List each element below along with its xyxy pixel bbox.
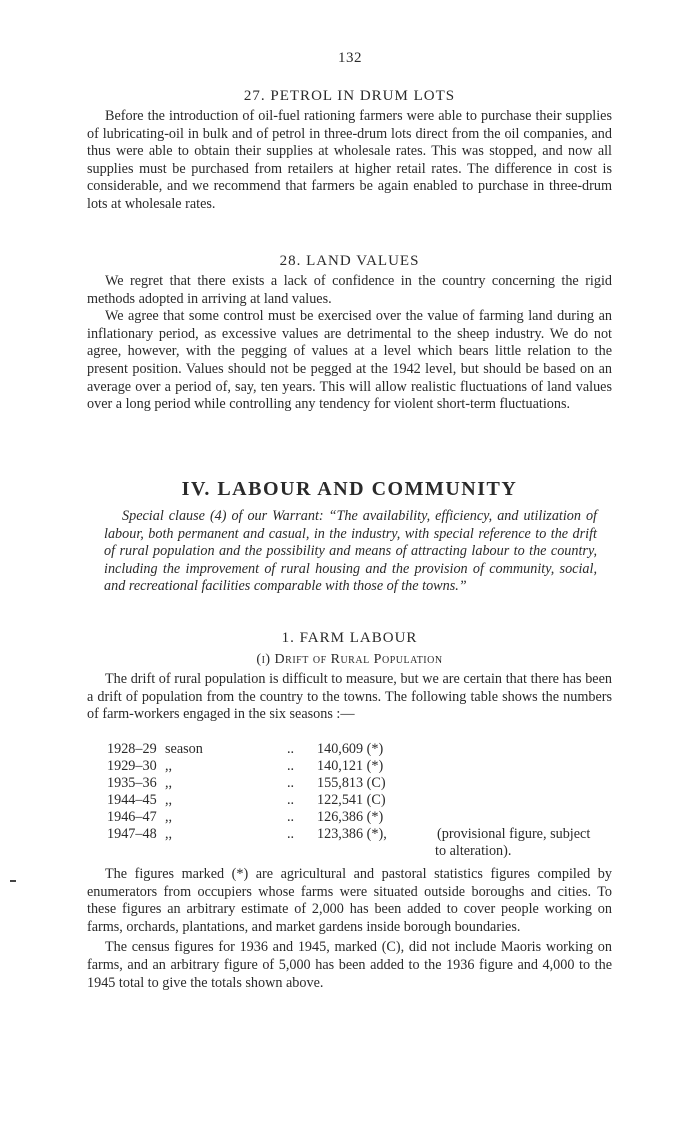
value-cell: 140,609 (*)	[317, 741, 384, 757]
leader-dots: ..	[287, 809, 295, 825]
season-cell: 1944–45	[107, 792, 157, 808]
value-cell: 155,813 (C)	[317, 775, 386, 791]
unit-cell: ,,	[165, 792, 173, 808]
season-cell: 1929–30	[107, 758, 157, 774]
section-28-body	[87, 273, 612, 414]
unit-cell: season	[165, 741, 203, 757]
provisional-note-continued: to alteration).	[435, 843, 512, 859]
section-27-paragraph: Before the introduction of oil-fuel rationing farmers were able to purchase their supplies of lubricating-oil in bulk and of petrol in three-drum lots direct from the oil companies, and thus were able to obtain their supplies at wholesale rates. This was stopped, and now all supplies must be purchased from retailers at higher retail rates. The difference in cost is considerable, and we recommend that farmers be again enabled to purchase in three-drum lots at wholesale rates.	[87, 108, 612, 212]
page-number: 132	[338, 50, 362, 66]
farm-labour-notes	[87, 866, 612, 992]
season-cell: 1928–29	[107, 741, 157, 757]
section-27-body	[87, 108, 612, 214]
unit-cell: ,,	[165, 826, 173, 842]
value-cell: 122,541 (C)	[317, 792, 386, 808]
section-27-heading: 27. PETROL IN DRUM LOTS	[243, 88, 456, 104]
unit-cell: ,,	[165, 809, 173, 825]
farm-labour-intro: The drift of rural population is difficult to measure, but we are certain that there has been a drift of population from the country to the towns. The following table shows the numbers of farm-workers engaged in the six seasons :—	[87, 671, 612, 723]
season-cell: 1946–47	[107, 809, 157, 825]
leader-dots: ..	[287, 792, 295, 808]
census-figures-paragraph: The census figures for 1936 and 1945, marked (C), did not include Maoris working on farms, and an arbitrary figure of 5,000 has been added to the 1936 figure and 4,000 to the 1945 total to give the totals shown above.	[87, 939, 612, 991]
drift-subheading: (i) Drift of Rural Population	[256, 652, 443, 667]
value-cell: 126,386 (*)	[317, 809, 384, 825]
season-cell: 1947–48	[107, 826, 157, 842]
farm-labour-heading: 1. FARM LABOUR	[281, 630, 418, 646]
leader-dots: ..	[287, 826, 295, 842]
farm-labour-intro-block	[87, 671, 612, 724]
provisional-note: (provisional figure, subject	[437, 826, 591, 842]
season-cell: 1935–36	[107, 775, 157, 791]
leader-dots: ..	[287, 775, 295, 791]
section-28-paragraph-2: We agree that some control must be exercised over the value of farming land during an inflationary period, as excessive values are detrimental to the sheep industry. We do not agree, however, with the pegging of values at a level which bears little relation to the present position. Values should not be pegged at the 1942 level, but should be based on an average over a period of, say, ten years. This will allow realistic fluctuations of land values over a long period while controlling any tendency for violent short-term fluctuations.	[87, 308, 612, 413]
value-cell: 123,386 (*),	[317, 826, 387, 842]
unit-cell: ,,	[165, 775, 173, 791]
part-4-heading: IV. LABOUR AND COMMUNITY	[181, 478, 518, 500]
leader-dots: ..	[287, 758, 295, 774]
unit-cell: ,,	[165, 758, 173, 774]
warrant-clause: Special clause (4) of our Warrant: “The availability, efficiency, and utilization of labour, both permanent and casual, in the industry, with special reference to the drift of rural population and the possibility and means of attracting labour to the country, including the improvement of rural housing and the provision of community, social, and recreational facilities comparable with those of the towns.”	[104, 508, 597, 595]
section-28-heading: 28. LAND VALUES	[279, 253, 420, 269]
marked-figures-paragraph: The figures marked (*) are agricultural and pastoral statistics figures compiled by enumerators from occupiers whose farms were situated outside boroughs and cities. To these figures an arbitrary estimate of 2,000 has been added to cover people working on farms, orchards, plantations, and market gardens inside borough boundaries.	[87, 866, 612, 935]
section-28-paragraph-1: We regret that there exists a lack of confidence in the country concerning the rigid methods adopted in arriving at land values.	[87, 273, 612, 307]
value-cell: 140,121 (*)	[317, 758, 384, 774]
margin-mark	[10, 880, 16, 882]
leader-dots: ..	[287, 741, 295, 757]
